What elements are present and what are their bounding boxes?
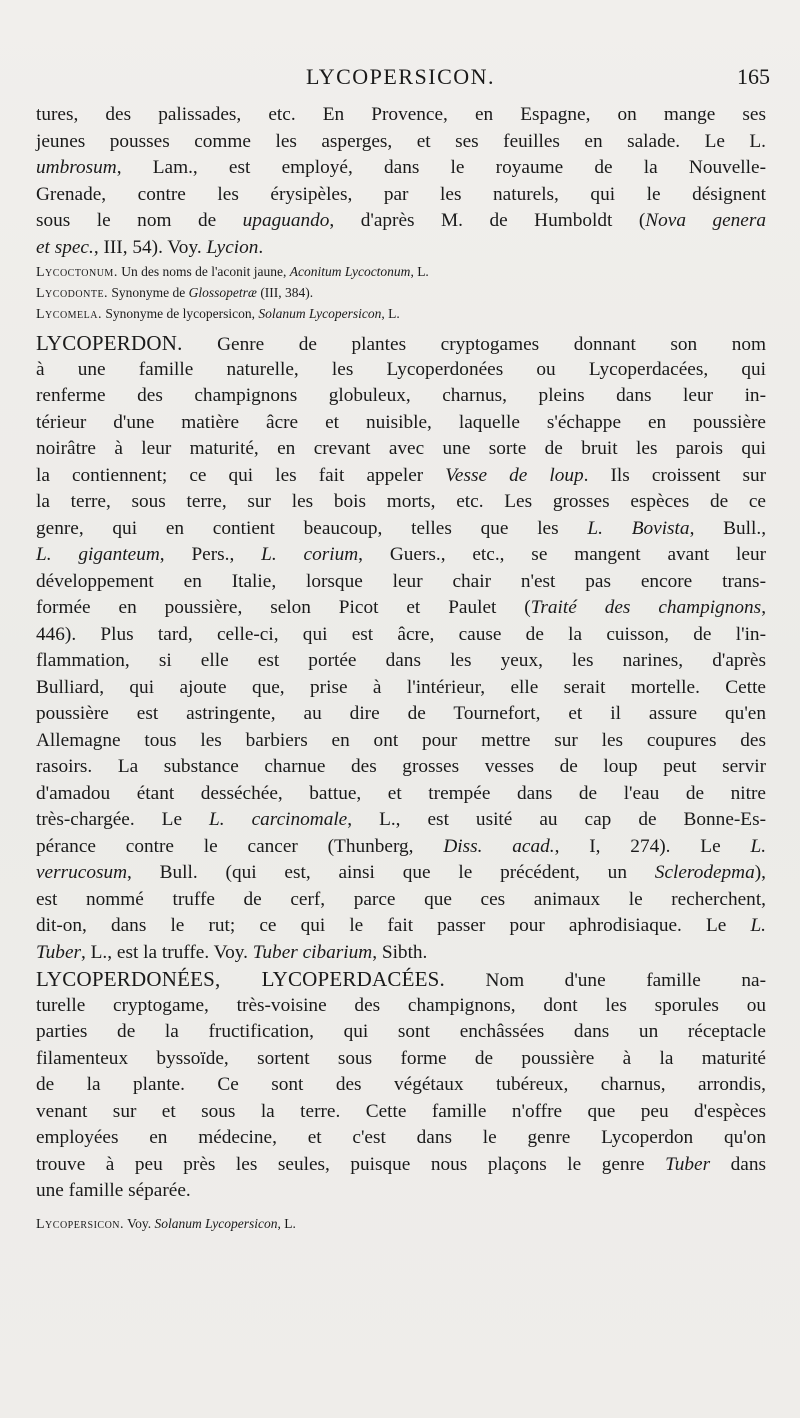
page-number: 165 — [737, 64, 770, 89]
text-line: développement en Italie, lorsque leur chair n'est pas encore trans- — [36, 570, 766, 592]
text-line: térieur d'une matière âcre et nuisible, laquelle s'échappe en poussière — [36, 411, 766, 433]
text-line: de la plante. Ce sont des végétaux tubéreux, charnus, arrondis, — [36, 1074, 766, 1095]
text-line: noirâtre à leur maturité, en crevant avec une sorte de bruit les parois qui — [36, 438, 766, 459]
text-line: verrucosum, Bull. (qui est, ainsi que le précédent, un Sclerodерma), — [36, 862, 766, 883]
text-line: employées en médecine, et c'est dans le genre Lycoperdon qu'on — [36, 1127, 766, 1148]
text-line: trouve à peu près les seules, puisque nous plaçons le genre Tuber dans — [36, 1153, 766, 1175]
small-entry-lycodonte: Lycodonte. Synonyme de Glossopetræ (III, 384). — [36, 285, 314, 301]
text-line: rasoirs. La substance charnue des grosses vesses de loup peut servir — [36, 756, 766, 777]
text-line: LYCOPERDONÉES, LYCOPERDACÉES. Nom d'une famille na- — [36, 967, 766, 991]
entry-headword: LYCOPERDON. — [36, 331, 183, 355]
text-line: est nommé truffe de cerf, parce que ces animaux le recherchent, — [36, 888, 766, 910]
text-line: parties de la fructification, qui sont enchâssées dans un réceptacle — [36, 1021, 766, 1042]
text-line: genre, qui en contient beaucoup, telles que les L. Bovista, Bull., — [36, 517, 767, 539]
text-line: et spec., III, 54). Voy. Lycion. — [36, 236, 264, 258]
text-line: flammation, si elle est portée dans les yeux, les narines, d'après — [36, 650, 766, 671]
text-line: sous le nom de upaguando, d'après M. de Humboldt (Nova genera — [36, 210, 767, 231]
text-line: formée en poussière, selon Picot et Paulet (Traité des champignons, — [36, 597, 767, 618]
page-header — [36, 64, 770, 94]
small-entry-lycopersicon: Lycopersicon. Voy. Solanum Lycopersicon, L. — [36, 1215, 296, 1232]
text-line: très-chargée. Le L. carcinomale, L., est usité au cap de Bonne-Es- — [36, 809, 766, 830]
text-line: umbrosum, Lam., est employé, dans le royaume de la Nouvelle- — [36, 157, 766, 178]
text-line: d'amadou étant desséchée, battue, et trempée dans de l'eau de nitre — [36, 782, 766, 804]
text-line: L. giganteum, Pers., L. corium, Guers., etc., se mangent avant leur — [36, 544, 767, 565]
text-line: la terre, sous terre, sur les bois morts, etc. Les grosses espèces de ce — [36, 491, 766, 512]
text-line: poussière est astringente, au dire de Tournefort, et il assure qu'en — [36, 703, 766, 724]
text-line: turelle cryptogame, très-voisine des champignons, dont les sporules ou — [36, 994, 766, 1016]
text-line: 446). Plus tard, celle-ci, qui est âcre, cause de la cuisson, de l'in- — [36, 623, 766, 645]
text-line: à une famille naturelle, les Lycoperdonées ou Lycoperdacées, qui — [36, 358, 766, 380]
text-line: Bulliard, qui ajoute que, prise à l'intérieur, elle serait mortelle. Cette — [36, 676, 766, 698]
text-line: pérance contre le cancer (Thunberg, Diss. acad., I, 274). Le L. — [36, 835, 767, 857]
text-line: la contiennent; ce qui les fait appeler Vesse de loup. Ils croissent sur — [36, 464, 767, 486]
small-entry-lycoctonum: Lycoctonum. Un des noms de l'aconit jaune, Aconitum Lycoctonum, L. — [36, 264, 429, 280]
text-line: Grenade, contre les érysipèles, par les naturels, qui le désignent — [36, 183, 766, 205]
text-line: dit-on, dans le rut; ce qui le fait passer pour aphrodisiaque. Le L. — [36, 915, 766, 936]
text-line: renferme des champignons globuleux, charnus, pleins dans leur in- — [36, 385, 766, 406]
entry-lycoperdonees — [36, 966, 766, 1205]
small-entry-lycomela: Lycomela. Synonyme de lycopersicon, Solanum Lycopersicon, L. — [36, 306, 400, 322]
text-line: Allemagne tous les barbiers en ont pour mettre sur les coupures des — [36, 729, 766, 751]
text-line: tures, des palissades, etc. En Provence, en Espagne, on mange ses — [36, 104, 766, 125]
text-line: Tuber, L., est la truffe. Voy. Tuber cibarium, Sibth. — [36, 941, 428, 963]
paragraph-continuation — [36, 102, 766, 261]
entry-headword: LYCOPERDONÉES, LYCOPERDACÉES. — [36, 967, 445, 991]
running-head: LYCOPERSICON. — [306, 64, 496, 89]
text-line: filamenteux byssoïde, sortent sous forme de poussière à la maturité — [36, 1047, 766, 1069]
text-line: LYCOPERDON. Genre de plantes cryptogames donnant son nom — [36, 331, 766, 355]
text-line: jeunes pousses comme les asperges, et ses feuilles en salade. Le L. — [36, 130, 766, 152]
text-line: une famille séparée. — [36, 1180, 191, 1201]
text-line: venant sur et sous la terre. Cette famille n'offre que peu d'espèces — [36, 1100, 766, 1122]
entry-lycoperdon — [36, 330, 766, 966]
body-text — [36, 102, 766, 1234]
